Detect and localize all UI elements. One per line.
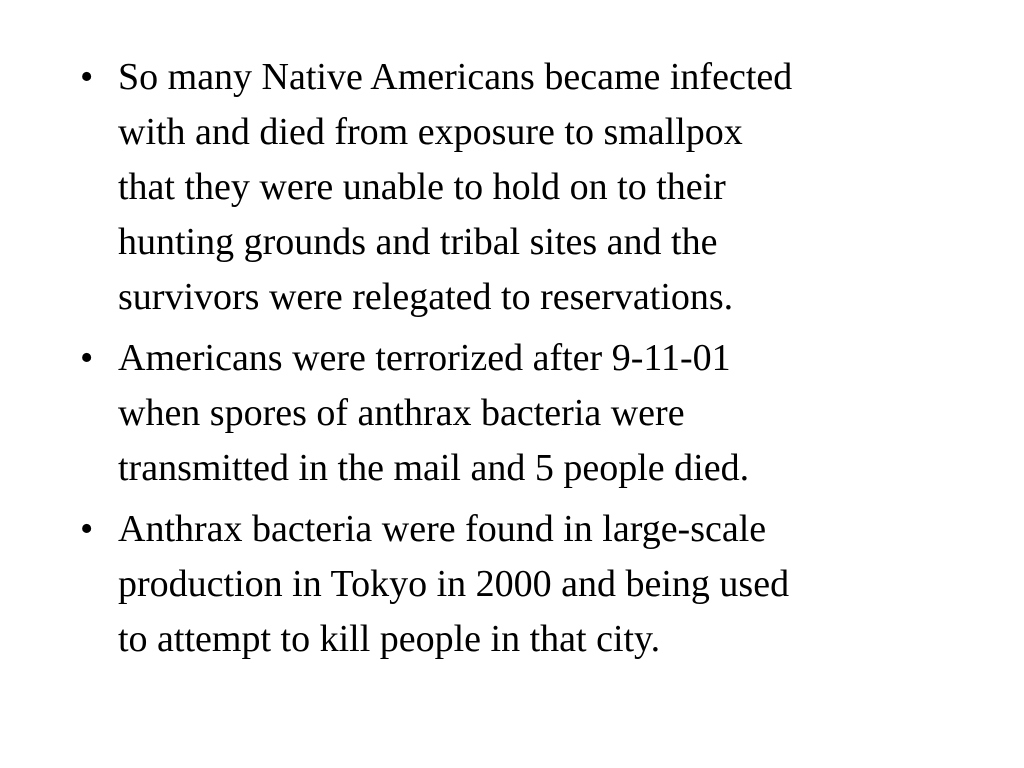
bullet-line: production in Tokyo in 2000 and being used [118,563,790,605]
bullet-line: Anthrax bacteria were found in large-scale [118,508,767,550]
bullet-line: transmitted in the mail and 5 people died. [118,447,750,489]
bullet-dot-icon: • [80,508,94,550]
bullet-line: So many Native Americans became infected [118,56,793,98]
bullet-item-anthrax-mail [80,331,960,496]
bullet-dot-icon: • [80,56,94,98]
bullet-list [80,50,960,673]
bullet-dot-icon: • [80,337,94,379]
bullet-line: survivors were relegated to reservations. [118,276,734,318]
bullet-line: with and died from exposure to smallpox [118,111,743,153]
bullet-item-smallpox [80,50,960,325]
bullet-item-anthrax-tokyo [80,502,960,667]
bullet-line: hunting grounds and tribal sites and the [118,221,718,263]
bullet-line: that they were unable to hold on to their [118,166,726,208]
bullet-line: to attempt to kill people in that city. [118,618,661,660]
bullet-line: Americans were terrorized after 9-11-01 [118,337,731,379]
bullet-line: when spores of anthrax bacteria were [118,392,685,434]
